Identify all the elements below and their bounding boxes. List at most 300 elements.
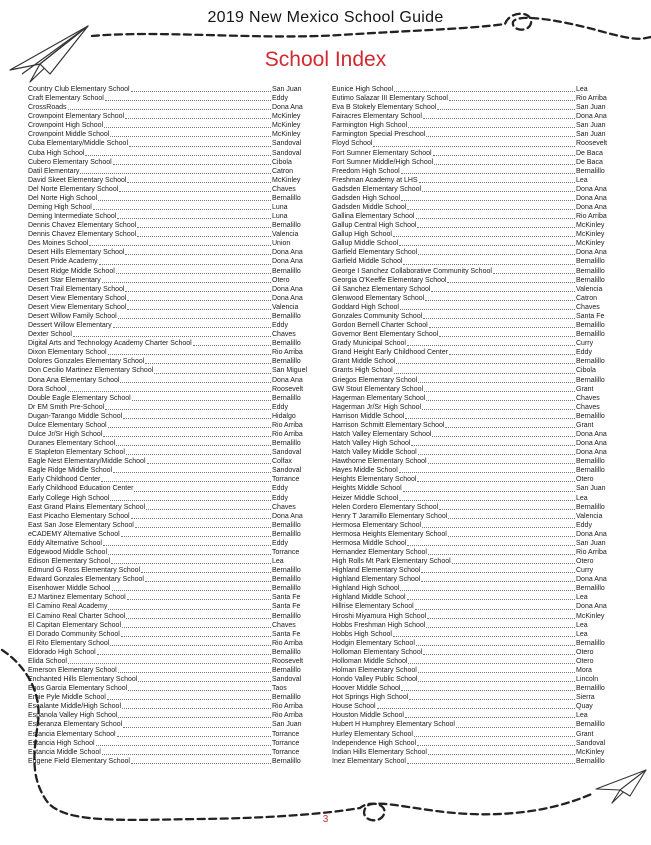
dot-leader: [131, 763, 271, 764]
county-name: Bernalillo: [576, 276, 605, 284]
school-name: Gallup Central High School: [332, 222, 417, 230]
dot-leader: [437, 109, 575, 110]
school-name: Cubero Elementary School: [28, 158, 112, 166]
county-name: Dona Ana: [272, 294, 303, 302]
school-name: Cuba High School: [28, 149, 85, 157]
index-entry: [332, 675, 630, 684]
school-name: Del Norte High School: [28, 194, 98, 202]
county-name: Colfax: [272, 458, 292, 466]
school-name: Gil Sanchez Elementary School: [332, 285, 431, 293]
school-name: Cuba Elementary/Middle School: [28, 140, 128, 148]
index-entry: [332, 158, 630, 167]
county-name: Rio Arriba: [272, 430, 303, 438]
county-name: Chaves: [272, 503, 296, 511]
county-name: Bernalillo: [576, 721, 605, 729]
index-entry: [332, 130, 630, 139]
county-name: Grant: [576, 730, 594, 738]
school-name: Highland Elementary School: [332, 576, 421, 584]
index-entry: [28, 621, 330, 630]
county-name: Santa Fe: [576, 312, 605, 320]
index-entry: [28, 757, 330, 766]
county-name: Sandoval: [272, 140, 302, 148]
index-entry: [28, 475, 330, 484]
county-name: Bernalillo: [272, 222, 301, 230]
index-entry: [332, 466, 630, 475]
school-name: East Picacho Elementary School: [28, 512, 130, 520]
index-entry: [28, 730, 330, 739]
dot-leader: [193, 345, 271, 346]
index-entry: [28, 149, 330, 158]
school-name: Eagle Nest Elementary/Middle School: [28, 458, 146, 466]
page-title: School Index: [264, 48, 387, 71]
school-name: Deming Intermediate School: [28, 213, 117, 221]
index-entry: [332, 684, 630, 693]
dot-leader: [125, 254, 271, 255]
school-name: House School: [332, 703, 376, 711]
index-entry: [28, 512, 330, 521]
school-name: Helen Cordero Elementary School: [332, 503, 439, 511]
school-name: Grand Height Early Childhood Center: [332, 349, 448, 357]
index-entry: [332, 339, 630, 348]
school-name: Early College High School: [28, 494, 110, 502]
index-entry: [28, 602, 330, 611]
county-name: Rio Arriba: [576, 548, 607, 556]
index-entry: [28, 221, 330, 230]
county-name: McKinley: [272, 122, 301, 130]
index-entry: [28, 484, 330, 493]
dot-leader: [449, 100, 575, 101]
dot-leader: [129, 146, 271, 147]
index-entry: [332, 176, 630, 185]
index-entry: [28, 112, 330, 121]
dot-leader: [394, 91, 575, 92]
school-name: Holman Elementary School: [332, 667, 417, 674]
school-name: Gallup Middle School: [332, 240, 399, 248]
index-entry: [28, 466, 330, 475]
school-name: Desert Ridge Middle School: [28, 267, 115, 275]
county-name: Otero: [576, 648, 594, 656]
county-name: Valencia: [576, 512, 603, 520]
school-name: Hermosa Middle School: [332, 539, 407, 547]
dot-leader: [126, 618, 271, 619]
school-name: Indian Hills Elementary School: [332, 748, 427, 756]
county-name: Santa Fe: [272, 630, 301, 638]
dot-leader: [154, 373, 271, 374]
school-name: Eva B Stokely Elementary School: [332, 104, 437, 112]
school-name: Espanola Valley High School: [28, 712, 118, 720]
school-name: Hawthorne Elementary School: [332, 458, 427, 466]
dot-leader: [427, 618, 575, 619]
index-entry: [332, 321, 630, 330]
index-entry: [28, 248, 330, 257]
dot-leader: [102, 754, 271, 755]
index-entry: [332, 230, 630, 239]
index-entry: [28, 139, 330, 148]
index-entry: [332, 94, 630, 103]
school-name: Duranes Elementary School: [28, 440, 116, 448]
dot-leader: [127, 182, 271, 183]
school-name: Holloman Elementary School: [332, 648, 423, 656]
school-name: Hoover Middle School: [332, 685, 401, 693]
school-name: Esperanza Elementary School: [28, 721, 123, 729]
dot-leader: [448, 518, 575, 519]
school-name: Hermosa Heights Elementary School: [332, 530, 447, 538]
dot-leader: [456, 727, 575, 728]
school-name: Farmington High School: [332, 122, 408, 130]
county-name: McKinley: [576, 748, 605, 756]
county-name: Eddy: [272, 485, 288, 493]
dot-leader: [377, 708, 575, 709]
index-entry: [332, 403, 630, 412]
dot-leader: [417, 745, 575, 746]
school-name: Heizer Middle School: [332, 494, 399, 502]
dot-leader: [449, 354, 575, 355]
index-entry: [28, 312, 330, 321]
county-name: Bernalillo: [272, 521, 301, 529]
index-entry: [332, 448, 630, 457]
index-entry: [332, 276, 630, 285]
school-name: Hobbs High School: [332, 630, 392, 638]
dot-leader: [408, 663, 575, 664]
index-column-left: [28, 85, 330, 766]
index-entry: [28, 158, 330, 167]
county-name: Dona Ana: [576, 204, 607, 212]
school-name: Fort Sumner Elementary School: [332, 149, 432, 157]
county-name: Torrance: [272, 548, 300, 556]
dot-leader: [120, 382, 271, 383]
school-name: Fort Sumner Middle/High School: [332, 158, 434, 166]
school-name: Eugene Field Elementary School: [28, 757, 130, 765]
dot-leader: [118, 672, 271, 673]
school-name: Edgewood Middle School: [28, 548, 107, 556]
dot-leader: [445, 427, 575, 428]
county-name: Sandoval: [576, 739, 606, 747]
county-name: San Juan: [272, 721, 302, 729]
county-name: Otero: [576, 476, 594, 484]
index-entry: [28, 748, 330, 757]
index-entry: [28, 448, 330, 457]
dot-leader: [399, 245, 575, 246]
county-name: Lea: [576, 176, 588, 184]
school-name: Dennis Chavez Elementary School: [28, 231, 137, 239]
county-name: Eddy: [272, 403, 288, 411]
school-name: Hot Springs High School: [332, 694, 409, 702]
school-name: Deming High School: [28, 204, 92, 212]
index-entry: [332, 475, 630, 484]
school-name: Dixon Elementary School: [28, 349, 107, 357]
school-name: Don Cecilio Martinez Elementary School: [28, 367, 154, 375]
index-entry: [332, 212, 630, 221]
county-name: San Juan: [576, 104, 606, 112]
index-entry: [332, 575, 630, 584]
dot-leader: [415, 609, 575, 610]
index-entry: [332, 385, 630, 394]
school-name: Hurley Elementary School: [332, 730, 413, 738]
school-name: Hernandez Elementary School: [332, 548, 427, 556]
county-name: Eddy: [272, 322, 288, 330]
index-entry: [332, 167, 630, 176]
index-entry: [28, 630, 330, 639]
index-entry: [28, 130, 330, 139]
county-name: Roosevelt: [272, 385, 304, 393]
county-name: Hidalgo: [272, 412, 296, 420]
dot-leader: [108, 554, 271, 555]
index-entry: [332, 621, 630, 630]
county-name: Rio Arriba: [272, 421, 303, 429]
school-name: Goddard High School: [332, 303, 399, 311]
county-name: Mora: [576, 667, 592, 674]
county-name: Luna: [272, 204, 288, 212]
index-entry: [332, 294, 630, 303]
dot-leader: [422, 527, 575, 528]
county-name: Bernalillo: [576, 412, 605, 420]
index-entry: [28, 575, 330, 584]
dot-leader: [110, 500, 271, 501]
school-name: Grady Municipal School: [332, 340, 406, 348]
index-entry: [332, 548, 630, 557]
index-entry: [332, 757, 630, 766]
school-name: Ernie Pyle Middle School: [28, 694, 106, 702]
index-entry: [28, 212, 330, 221]
county-name: Bernalillo: [576, 685, 605, 693]
county-name: Bernalillo: [272, 694, 301, 702]
school-name: Desert Pride Academy: [28, 258, 98, 266]
index-entry: [332, 494, 630, 503]
dot-leader: [132, 400, 271, 401]
county-name: Cibola: [576, 367, 596, 375]
school-name: Hagerman Jr/Sr High School: [332, 403, 422, 411]
county-name: Bernalillo: [272, 340, 301, 348]
school-name: Hagerman Elementary School: [332, 394, 426, 402]
index-entry: [28, 530, 330, 539]
index-entry: [332, 85, 630, 94]
dot-leader: [108, 354, 271, 355]
county-name: Dona Ana: [272, 104, 303, 112]
index-column-right: [332, 85, 630, 766]
dot-leader: [68, 109, 271, 110]
dot-leader: [393, 236, 575, 237]
county-name: Torrance: [272, 748, 300, 756]
school-name: Gadsden Elementary School: [332, 185, 422, 193]
county-name: Bernalillo: [576, 503, 605, 511]
county-name: Lea: [272, 558, 284, 566]
county-name: Dona Ana: [576, 194, 607, 202]
school-name: High Rolls Mt Park Elementary School: [332, 558, 451, 566]
county-name: Roosevelt: [272, 657, 304, 665]
dot-leader: [102, 282, 271, 283]
dot-leader: [399, 472, 575, 473]
county-name: Sandoval: [272, 449, 302, 457]
dot-leader: [403, 491, 575, 492]
school-name: Freedom High School: [332, 167, 400, 175]
county-name: Catron: [576, 294, 598, 302]
dot-leader: [396, 363, 575, 364]
school-name: Glenwood Elementary School: [332, 294, 425, 302]
dot-leader: [145, 581, 271, 582]
dot-leader: [418, 672, 575, 673]
school-name: Estancia High School: [28, 739, 95, 747]
index-entry: [28, 339, 330, 348]
dot-leader: [426, 136, 575, 137]
school-name: Highland Middle School: [332, 594, 406, 602]
index-entry: [332, 330, 630, 339]
county-name: San Juan: [272, 86, 302, 93]
index-entry: [332, 303, 630, 312]
dot-leader: [407, 545, 575, 546]
index-entry: [28, 548, 330, 557]
county-name: McKinley: [576, 231, 605, 239]
index-entry: [332, 394, 630, 403]
index-entry: [332, 484, 630, 493]
index-entry: [28, 612, 330, 621]
school-name: Desert View Elementary School: [28, 294, 127, 302]
index-entry: [28, 720, 330, 729]
county-name: Lea: [576, 86, 588, 93]
index-entry: [332, 185, 630, 194]
county-name: Bernalillo: [272, 194, 301, 202]
county-name: Eddy: [272, 95, 288, 103]
school-name: El Rito Elementary School: [28, 639, 110, 647]
index-entry: [28, 403, 330, 412]
county-name: McKinley: [576, 240, 605, 248]
index-entry: [28, 412, 330, 421]
county-name: Eddy: [576, 349, 592, 357]
county-name: Bernalillo: [272, 267, 301, 275]
dot-leader: [113, 164, 271, 165]
school-name: Floyd School: [332, 140, 373, 148]
index-entry: [28, 230, 330, 239]
index-entry: [28, 684, 330, 693]
school-name: Hatch Valley Middle School: [332, 449, 417, 457]
school-name: Garfield Elementary School: [332, 249, 418, 257]
index-entry: [332, 149, 630, 158]
school-name: Dona Ana Elementary School: [28, 376, 120, 384]
county-name: Bernalillo: [272, 585, 301, 593]
school-name: Emerson Elementary School: [28, 667, 117, 674]
dot-leader: [448, 536, 575, 537]
index-entry: [332, 457, 630, 466]
school-name: Dessert Willow Elementary: [28, 322, 112, 330]
county-name: Rio Arriba: [272, 712, 303, 720]
index-entry: [28, 711, 330, 720]
county-name: Otero: [576, 558, 594, 566]
dot-leader: [407, 345, 575, 346]
index-entry: [28, 176, 330, 185]
dot-leader: [373, 146, 575, 147]
county-name: Union: [272, 240, 291, 248]
index-entry: [28, 494, 330, 503]
dot-leader: [421, 581, 575, 582]
county-name: Lea: [576, 630, 588, 638]
index-entry: [28, 366, 330, 375]
school-name: Fairacres Elementary School: [332, 113, 422, 121]
school-name: Eddy Alternative School: [28, 539, 102, 547]
index-entry: [28, 394, 330, 403]
county-name: Chaves: [272, 185, 296, 193]
county-name: Catron: [272, 167, 294, 175]
dot-leader: [104, 127, 271, 128]
school-name: Garfield Middle School: [332, 258, 403, 266]
dot-leader: [73, 336, 271, 337]
index-entry: [28, 675, 330, 684]
county-name: Otero: [576, 657, 594, 665]
index-entry: [28, 94, 330, 103]
county-name: Bernalillo: [576, 267, 605, 275]
index-entry: [28, 584, 330, 593]
dot-leader: [418, 681, 575, 682]
county-name: Taos: [272, 685, 287, 693]
dot-leader: [103, 545, 271, 546]
school-name: Edison Elementary School: [28, 558, 111, 566]
dot-leader: [116, 445, 271, 446]
county-name: Bernalillo: [272, 612, 301, 620]
school-name: Gallup High School: [332, 231, 392, 239]
school-name: Heights Middle School: [332, 485, 402, 493]
dot-leader: [422, 191, 575, 192]
county-name: McKinley: [272, 176, 301, 184]
index-entry: [28, 503, 330, 512]
county-name: Eddy: [272, 494, 288, 502]
dot-leader: [399, 500, 575, 501]
dot-leader: [439, 509, 575, 510]
county-name: Bernalillo: [272, 576, 301, 584]
index-entry: [332, 112, 630, 121]
dot-leader: [122, 627, 271, 628]
index-entry: [332, 421, 630, 430]
school-name: Eagle Ridge Middle School: [28, 467, 113, 475]
dot-leader: [493, 273, 575, 274]
county-name: Dona Ana: [272, 512, 303, 520]
school-name: Country Club Elementary School: [28, 86, 130, 93]
school-name: Gallina Elementary School: [332, 213, 415, 221]
county-name: Dona Ana: [576, 185, 607, 193]
dot-leader: [118, 717, 271, 718]
school-name: Edmund G Ross Elementary School: [28, 567, 141, 575]
index-entry: [28, 566, 330, 575]
school-name: Datil Elementary: [28, 167, 80, 175]
county-name: Dona Ana: [576, 530, 607, 538]
county-name: Bernalillo: [576, 258, 605, 266]
county-name: Bernalillo: [576, 639, 605, 647]
dot-leader: [400, 590, 575, 591]
school-name: Inez Elementary School: [332, 757, 406, 765]
index-entry: [332, 602, 630, 611]
school-name: East Grand Plains Elementary School: [28, 503, 146, 511]
index-entry: [332, 439, 630, 448]
school-name: Freshman Academy at LHS: [332, 176, 418, 184]
school-name: GW Stout Elementary School: [332, 385, 424, 393]
county-name: Bernalillo: [576, 376, 605, 384]
dot-leader: [105, 100, 271, 101]
dot-leader: [99, 264, 271, 265]
county-name: Sierra: [576, 694, 595, 702]
dot-leader: [112, 590, 272, 591]
county-name: De Baca: [576, 149, 603, 157]
county-name: San Miguel: [272, 367, 308, 375]
index-entry: [28, 103, 330, 112]
dot-leader: [103, 436, 271, 437]
dot-leader: [429, 327, 575, 328]
dot-leader: [137, 227, 271, 228]
dot-leader: [123, 418, 271, 419]
county-name: Sandoval: [272, 676, 302, 684]
county-name: Quay: [576, 703, 593, 711]
county-name: Bernalillo: [576, 458, 605, 466]
dot-leader: [135, 527, 271, 528]
index-entry: [332, 720, 630, 729]
dot-leader: [434, 164, 575, 165]
dot-leader: [421, 572, 575, 573]
